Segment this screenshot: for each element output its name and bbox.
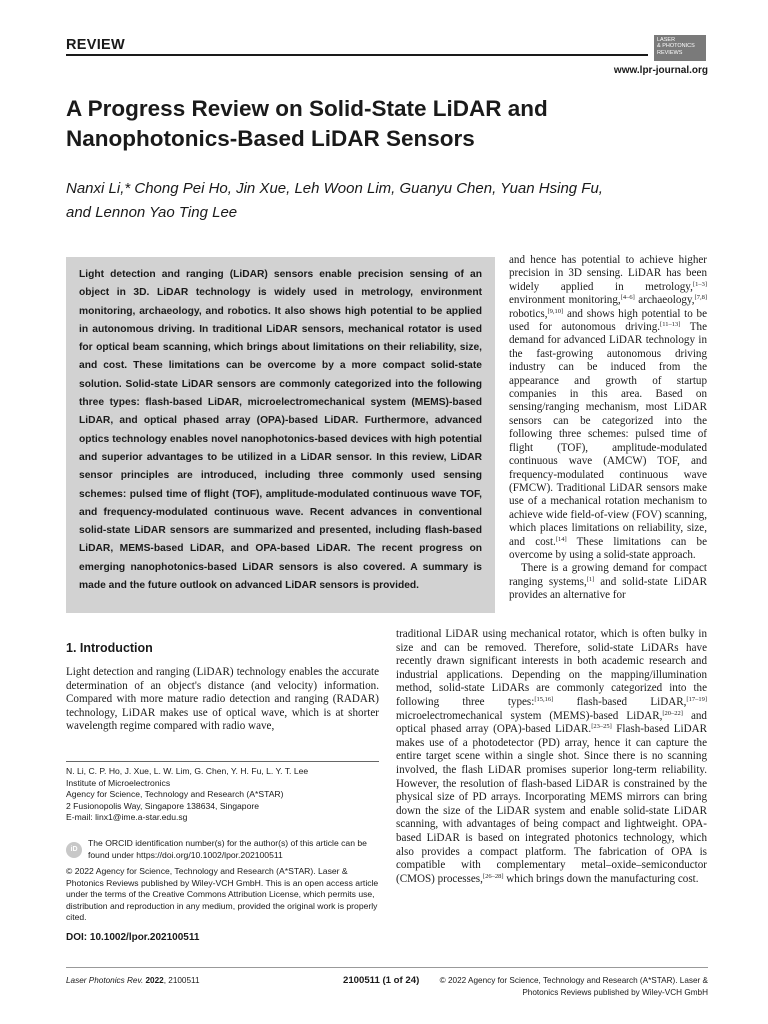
- intro-text: Light detection and ranging (LiDAR) technology enables the accurate determination of an object's distance (and velocity) information. Compared with more mature radio detection and ranging (RADAR) technology, LiDAR makes use of optical wave, which is at shorter wavelength regime compared with radio wave,: [66, 666, 379, 733]
- affiliation-address: 2 Fusionopolis Way, Singapore 138634, Singapore: [66, 800, 260, 811]
- text-run: and optical phased array (OPA)-based LiDAR.: [396, 709, 707, 736]
- reference[interactable]: [1–3]: [692, 280, 707, 288]
- text-run: and shows high potential to be used for autonomous driving.: [509, 307, 707, 334]
- orcid-icon: iD: [66, 842, 82, 858]
- footnote-rule: [66, 761, 379, 762]
- authors-line: Nanxi Li,* Chong Pei Ho, Jin Xue, Leh Woon Lim, Guanyu Chen, Yuan Hsing Fu,: [66, 180, 603, 197]
- text-run: and hence has potential to achieve higher precision in 3D sensing. LiDAR has been widely applied in metrology,: [509, 254, 707, 293]
- text-run: robotics,: [509, 307, 548, 320]
- affiliation-institute: Institute of Microelectronics: [66, 777, 171, 788]
- logo-line: REVIEWS: [657, 49, 683, 56]
- text-run: Flash-based LiDAR makes use of a photodetector (PD) array, hence it can capture the entire target scene within a single shot. Since there is no scanning involved, the flash LiDAR promises superior long-term reliability. However, the resolution of flash-based LiDAR is constrained by the physical size of PD arrays. Incorporating MEMS mirrors can bring down the size of the LiDAR system and enable solid-state LiDAR scanning, with advantages of being compact and lightweight. OPA-based LiDAR is based on integrated photonics technology, which also provides a compact platform. The fabrication of OPA is compatible with complementary metal–oxide–semiconductor (CMOS) processes,: [396, 723, 707, 885]
- affiliations: [66, 766, 379, 824]
- footer-journal-year: 2022: [145, 976, 164, 985]
- logo-line: & PHOTONICS: [657, 43, 695, 50]
- header-rule: [66, 54, 648, 56]
- reference[interactable]: [9,10]: [547, 307, 564, 315]
- footer-copyright: [428, 975, 708, 998]
- text-run: environment monitoring,: [509, 294, 621, 307]
- text-run: archaeology,: [634, 294, 695, 307]
- footer-rule: [66, 967, 708, 968]
- reference[interactable]: [23–25]: [591, 723, 612, 731]
- doi-link[interactable]: DOI: 10.1002/lpor.202100511: [66, 932, 200, 943]
- text-run: microelectromechanical system (MEMS)-based LiDAR,: [396, 709, 663, 722]
- logo-line: LASER: [657, 37, 676, 43]
- reference[interactable]: [1]: [586, 575, 595, 583]
- reference[interactable]: [7,8]: [694, 294, 707, 302]
- footer-page-number: 2100511 (1 of 24): [343, 975, 420, 986]
- reference[interactable]: [17–19]: [686, 695, 708, 703]
- footer-article-number: , 2100511: [163, 976, 200, 985]
- author-list: [66, 177, 666, 225]
- affiliation-email[interactable]: E-mail: linx1@ime.a-star.edu.sg: [66, 812, 188, 823]
- reference[interactable]: [14]: [555, 535, 567, 543]
- footer-copyright-line: Photonics Reviews published by Wiley-VCH GmbH: [522, 987, 708, 997]
- paragraph: [509, 254, 707, 562]
- journal-logo: [654, 35, 706, 61]
- footer-journal: [66, 976, 200, 985]
- text-run: which brings down the manufacturing cost.: [503, 872, 699, 885]
- text-run: These limitations can be overcome by using a solid-state approach.: [509, 535, 707, 561]
- text-run: There is a growing demand for compact ranging systems,: [509, 562, 707, 588]
- footer-journal-name: Laser Photonics Rev.: [66, 976, 144, 985]
- reference[interactable]: [15,16]: [534, 695, 554, 703]
- section-label: REVIEW: [66, 37, 125, 53]
- orcid-note: The ORCID identification number(s) for the author(s) of this article can be found under https://doi.org/10.1002/lpor.202100511: [88, 838, 367, 860]
- abstract-text: Light detection and ranging (LiDAR) sensors enable precision sensing of an object in 3D. LiDAR technology is widely used in metrology, environment monitoring, archaeology, and robotics. It also shows high potential to be applied in autonomous driving. In traditional LiDAR sensors, mechanical rotator is used for optical beam scanning, which brings about limitations on their reliability, size, and cost. These limitations can be overcome by a more compact solid-state solution. Solid-state LiDAR sensors are commonly categorized into the following three types: flash-based LiDAR, microelectromechanical system (MEMS)-based LiDAR, and optical phased array (OPA)-based LiDAR. Furthermore, advanced optics technology enables novel nanophotonics-based devices with high potential and superior advantages to be utilized in a LiDAR sensor. In this review, LiDAR sensor principles are introduced, including three commonly used sensing schemes: pulsed time of flight (TOF), amplitude-modulated continuous wave TOF, and frequency-modulated continuous wave. Recent advances in conventional solid-state LiDAR sensors are summarized and presented, including flash-based LiDAR, MEMS-based LiDAR, and OPA-based LiDAR. The recent progress on emerging nanophotonics-based LiDAR sensors is also covered. A summary is made and the future outlook on advanced LiDAR sensors is provided.: [79, 269, 482, 592]
- copyright-note: © 2022 Agency for Science, Technology and Research (A*STAR). Laser & Photonics Reviews published by Wiley-VCH GmbH. This is an open access article under the terms of the Creative Commons Attribution License, which permits use, distribution and reproduction in any medium, provided the original work is properly cited.: [66, 866, 379, 923]
- paragraph: [509, 562, 707, 602]
- right-column-bottom: [396, 628, 707, 886]
- right-column-top: [509, 254, 707, 603]
- title-line: Nanophotonics-Based LiDAR Sensors: [66, 126, 475, 151]
- text-run: traditional LiDAR using mechanical rotator, which is often bulky in size and can be removed. Therefore, solid-state LiDARs have recently drawn significant interests in both academic research and industrial applications. Depending on the mapping/illumination method, solid-state LiDARs are commonly categorized into the following three types:: [396, 628, 707, 708]
- reference[interactable]: [26–28]: [482, 872, 504, 880]
- section-heading: 1. Introduction: [66, 641, 153, 655]
- reference[interactable]: [11–13]: [660, 321, 681, 329]
- authors-line: and Lennon Yao Ting Lee: [66, 204, 238, 221]
- text-run: The demand for advanced LiDAR technology in the fast-growing autonomous driving industry can be induced from the appearance and growth of startup companies in this area. Based on sensing/ranging mechanism, most LiDAR sensors can be categorized into the following three schemes: pulsed time of flight (TOF), amplitude-modulated continuous wave (AMCW) TOF, and frequency-modulated continuous wave (FMCW). Traditional LiDAR sensors make use of a mechanical rotation mechanism to achieve wide field-of-view (FOV) scanning, which places limitations on reliability, size, and cost.: [509, 321, 707, 548]
- footer-copyright-line: © 2022 Agency for Science, Technology and Research (A*STAR). Laser &: [439, 976, 708, 985]
- text-run: and solid-state LiDAR provides an alternative for: [509, 575, 708, 602]
- affiliation-authors: N. Li, C. P. Ho, J. Xue, L. W. Lim, G. Chen, Y. H. Fu, L. Y. T. Lee: [66, 766, 309, 776]
- reference[interactable]: [4–6]: [620, 294, 635, 302]
- text-run: flash-based LiDAR,: [553, 695, 687, 708]
- journal-url-link[interactable]: www.lpr-journal.org: [613, 65, 708, 76]
- article-title: [66, 94, 666, 154]
- abstract-box: [66, 257, 495, 613]
- reference[interactable]: [20–22]: [662, 709, 683, 717]
- affiliation-agency: Agency for Science, Technology and Research (A*STAR): [66, 789, 284, 800]
- title-line: A Progress Review on Solid-State LiDAR and: [66, 96, 548, 121]
